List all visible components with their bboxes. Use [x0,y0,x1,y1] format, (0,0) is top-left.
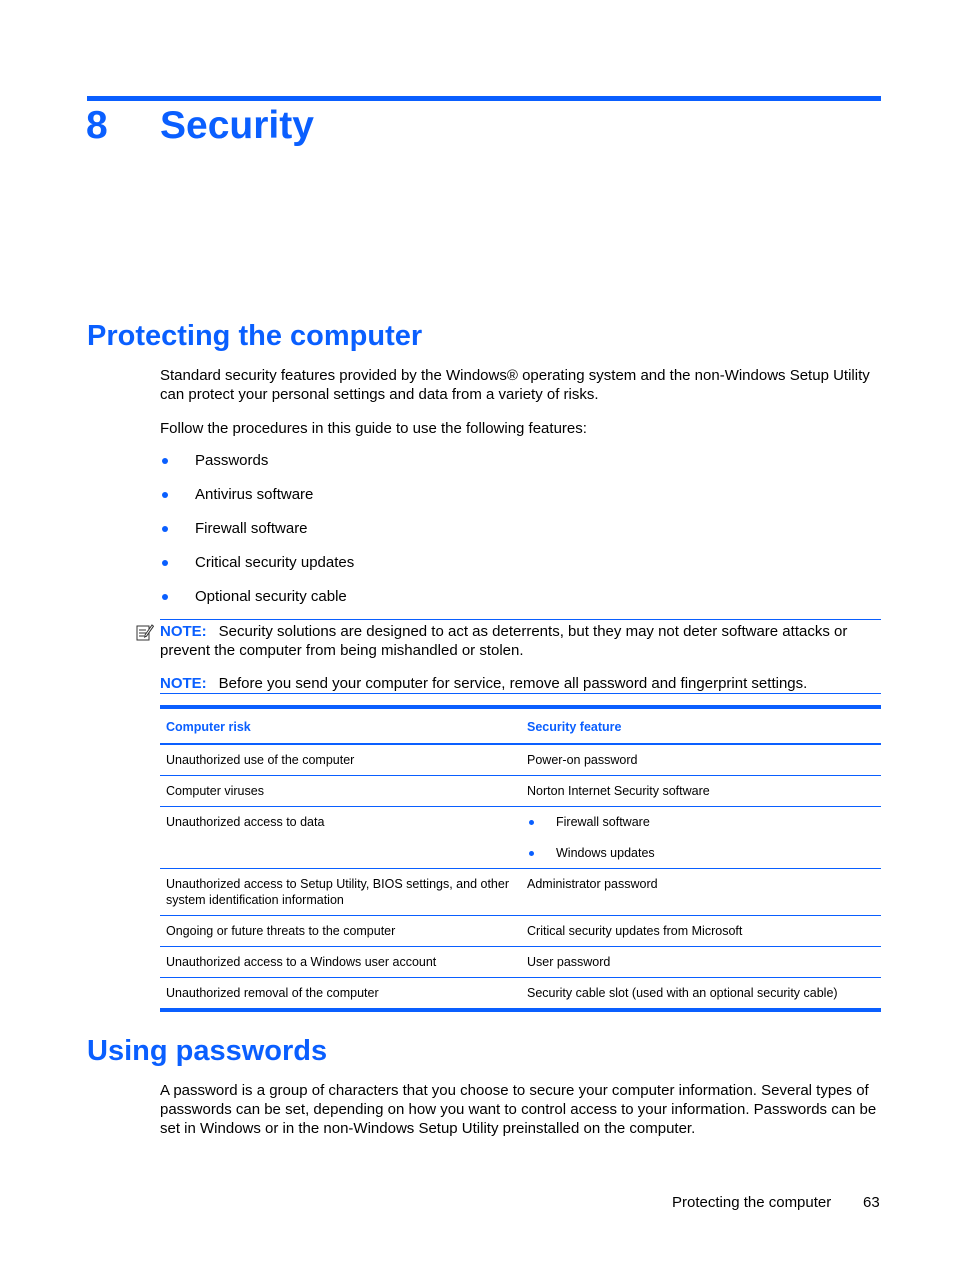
column-header-feature: Security feature [521,707,881,744]
section-heading-protecting: Protecting the computer [87,320,423,352]
footer-section-title: Protecting the computer [672,1194,832,1211]
note-pencil-icon [136,622,154,642]
bullet-icon [529,851,534,856]
note-text: Before you send your computer for service, remove all password and fingerprint settings. [218,675,808,692]
section-heading-passwords: Using passwords [87,1035,328,1067]
list-item: Antivirus software [160,484,880,518]
list-item: Passwords [160,450,880,484]
list-item: Firewall software [160,518,880,552]
features-list [160,450,880,620]
table-row [160,869,881,916]
risk-cell: Unauthorized access to a Windows user account [160,947,521,978]
note-bottom-rule [160,693,881,694]
passwords-paragraph: A password is a group of characters that you choose to secure your computer information. Several types of passwords can be set, depending on how you want to control access to your information. Passwords can be set in Windows or in the non-Windows Setup Utility preinstalled on the computer. [160,1082,877,1137]
bullet-icon [529,820,534,825]
feature-list [527,814,875,861]
risk-cell: Computer viruses [160,776,521,807]
bullet-icon [162,594,168,600]
table-row [160,776,881,807]
risk-table [160,705,881,1012]
list-item: Windows updates [527,845,875,861]
feature-cell: Power-on password [521,744,881,776]
table-row [160,916,881,947]
intro-paragraph: Standard security features provided by the Windows® operating system and the non-Windows Setup Utility can protect your personal settings and data from a variety of risks. [160,367,870,403]
table-row [160,947,881,978]
risk-cell: Ongoing or future threats to the computer [160,916,521,947]
column-header-risk: Computer risk [160,707,521,744]
list-item: Firewall software [527,814,875,845]
page-number: 63 [863,1194,880,1211]
table-header-row [160,707,881,744]
feature-cell [521,807,881,869]
bullet-icon [162,560,168,566]
feature-cell: Administrator password [521,869,881,916]
chapter-title: Security [160,104,314,147]
chapter-number: 8 [86,104,108,147]
note-text: Security solutions are designed to act as deterrents, but they may not deter software attacks or prevent the computer from being mishandled or stolen. [160,623,848,659]
risk-cell: Unauthorized use of the computer [160,744,521,776]
note-service [160,674,882,693]
bullet-icon [162,526,168,532]
list-item: Critical security updates [160,552,880,586]
table-row [160,744,881,776]
bullet-icon [162,492,168,498]
feature-cell: Critical security updates from Microsoft [521,916,881,947]
table-row [160,978,881,1011]
note-top-rule [160,619,881,620]
bullet-icon [162,458,168,464]
note-security-deterrents [160,622,882,660]
risk-cell: Unauthorized access to data [160,807,521,869]
feature-cell: User password [521,947,881,978]
table-row [160,807,881,869]
note-label: NOTE: [160,623,207,640]
feature-cell: Norton Internet Security software [521,776,881,807]
risk-cell: Unauthorized removal of the computer [166,986,379,1000]
note-label: NOTE: [160,675,207,692]
risk-cell: Unauthorized access to Setup Utility, BIOS settings, and other system identification information [160,869,521,916]
list-item: Optional security cable [160,586,880,620]
features-lead: Follow the procedures in this guide to use the following features: [160,420,587,437]
feature-cell: Security cable slot (used with an optional security cable) [527,986,838,1000]
